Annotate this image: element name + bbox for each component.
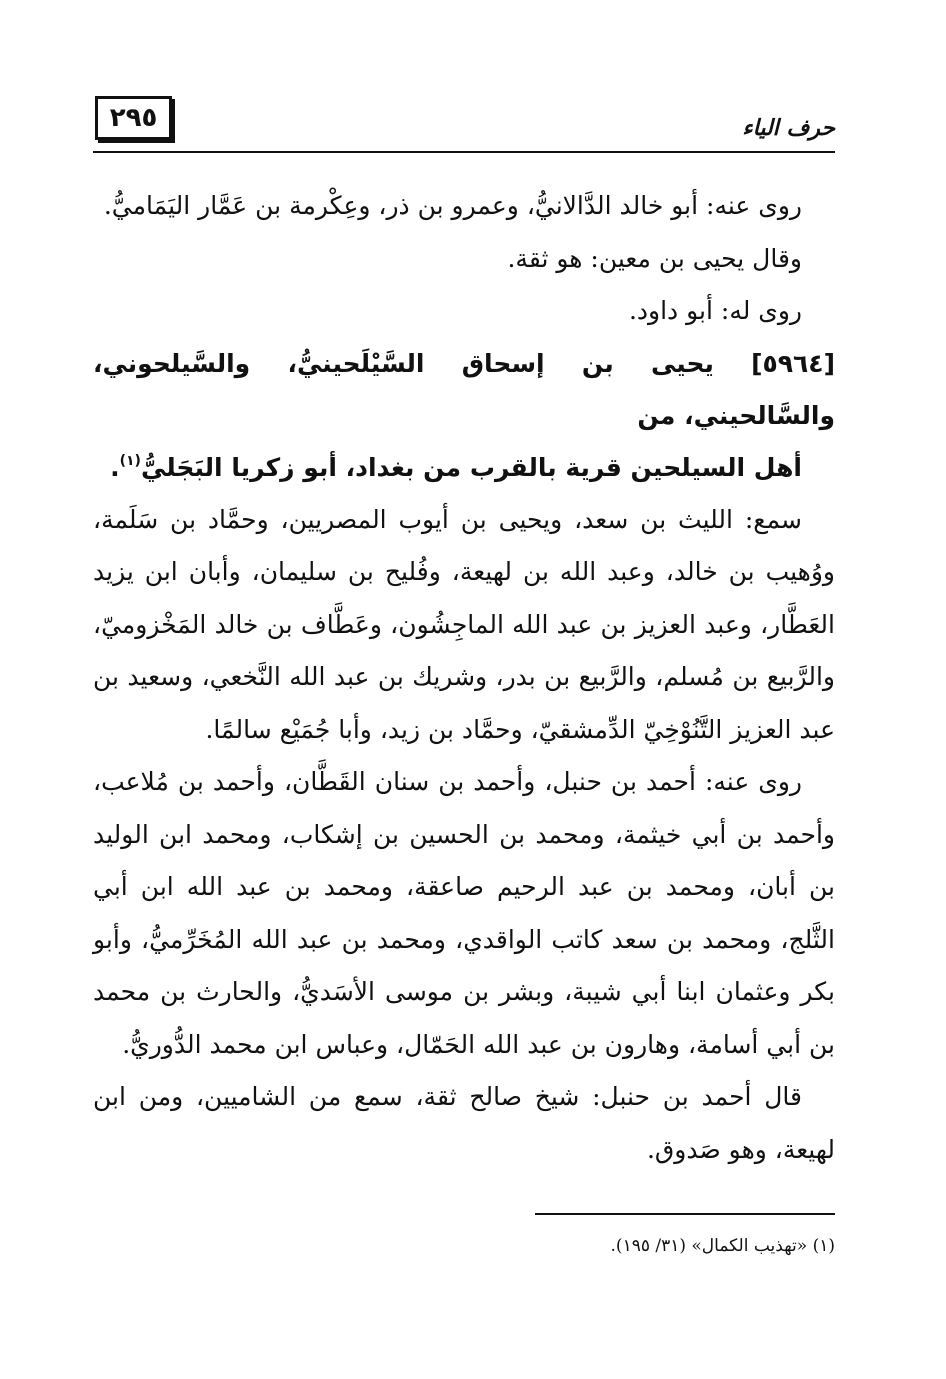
footnote-rule bbox=[535, 1213, 835, 1215]
entry-heading-line2-wrap bbox=[93, 442, 835, 494]
running-title: حرف الياء bbox=[742, 116, 835, 141]
entry-heading-line1: [٥٩٦٤] يحيى بن إسحاق السَّيْلَحينيُّ، والسَّيلحوني، والسَّالحيني، من bbox=[93, 348, 835, 430]
entry-heading bbox=[93, 338, 835, 494]
entry-heading-line2: أهل السيلحين قرية بالقرب من بغداد، أبو زكريا البَجَليُّ bbox=[140, 452, 802, 482]
main-text bbox=[93, 180, 835, 1176]
paragraph-heard-from: سمع: الليث بن سعد، ويحيى بن أيوب المصريين، وحمَّاد بن سَلَمة، ووُهيب بن خالد، وعبد الله بن لهيعة، وفُليح بن سليمان، وأبان ابن يزيد العَطَّار، وعبد العزيز بن عبد الله الماجِشُون، وعَطَّاف بن خالد المَخْزوميّ، والرَّبيع بن مُسلم، والرَّبيع بن بدر، وشريك بن عبد الله النَّخعي، وسعيد بن عبد العزيز التَّنُوْخِيّ الدِّمشقيّ، وحمَّاد بن زيد، وأبا جُمَيْع سالمًا. bbox=[93, 504, 835, 744]
paragraph-ahmad-statement: قال أحمد بن حنبل: شيخ صالح ثقة، سمع من الشاميين، ومن ابن لهيعة، وهو صَدوق. bbox=[93, 1082, 835, 1164]
footnote-marker: (١) bbox=[119, 452, 141, 469]
paragraph-ibn-main-statement: وقال يحيى بن معين: هو ثقة. bbox=[507, 243, 802, 273]
header-rule bbox=[93, 151, 835, 153]
paragraph-narrators-list: روى عنه: أحمد بن حنبل، وأحمد بن سنان القَطَّان، وأحمد بن مُلاعب، وأحمد بن أبي خيثمة، ومحمد بن الحسين بن إشكاب، ومحمد ابن الوليد بن أبان، ومحمد بن عبد الرحيم صاعقة، ومحمد بن عبد الله ابن أبي الثَّلج، ومحمد بن سعد كاتب الواقدي، ومحمد بن عبد الله المُخَرِّميُّ، وأبو بكر وعثمان ابنا أبي شيبة، وبشر بن موسى الأسَديُّ، والحارث بن محمد بن أبي أسامة، وهارون بن عبد الله الحَمّال، وعباس ابن محمد الدُّوريُّ. bbox=[93, 767, 835, 1059]
entry-heading-end: . bbox=[110, 452, 120, 482]
page-number: ٢٩٥ bbox=[95, 96, 172, 140]
paragraph-narrators-from: روى عنه: أبو خالد الدَّالانيُّ، وعمرو بن ذر، وعِكْرمة بن عَمَّار اليَمَاميُّ. bbox=[103, 191, 802, 220]
footnote-1: (١) «تهذيب الكمال» (٣١/ ١٩٥). bbox=[610, 1236, 835, 1256]
paragraph-narrated-by: روى له: أبو داود. bbox=[628, 296, 802, 325]
